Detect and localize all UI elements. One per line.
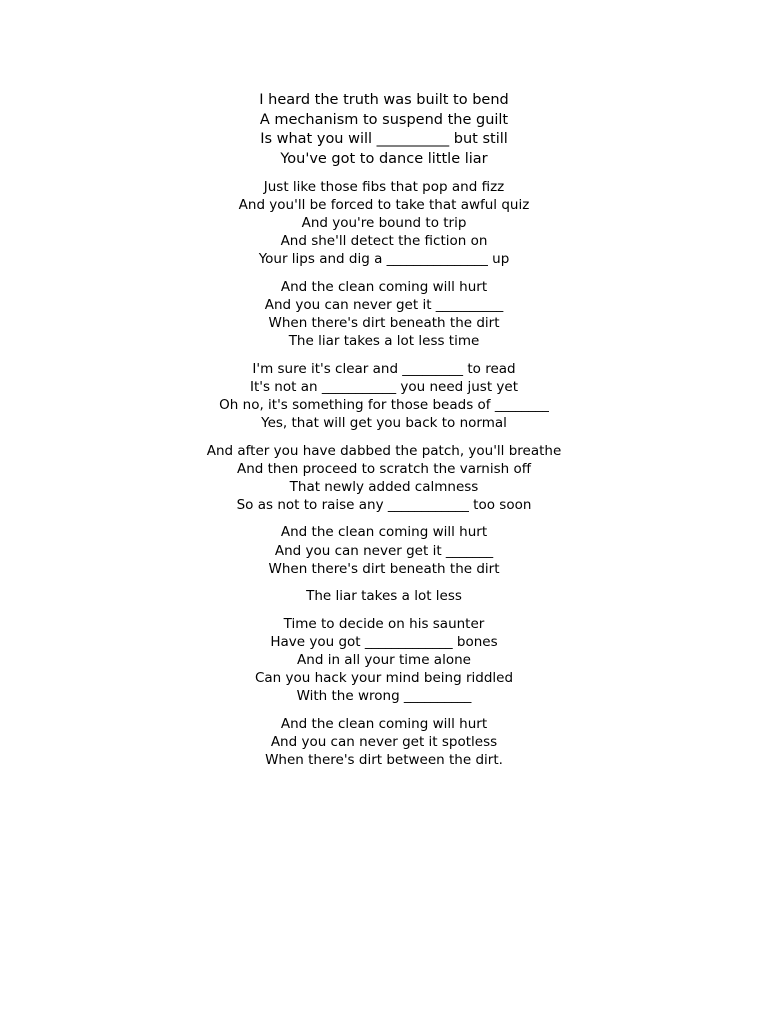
lyric-line: And you can never get it spotless	[270, 733, 498, 750]
lyric-line: And you can never get it _______	[274, 542, 494, 559]
stanza-8	[0, 615, 768, 705]
lyric-line: Oh no, it's something for those beads of ________	[219, 396, 549, 413]
lyric-line: When there's dirt beneath the dirt	[268, 314, 500, 331]
lyric-line: And in all your time alone	[297, 651, 471, 668]
lyric-line: You've got to dance little liar	[280, 151, 488, 168]
lyric-line: I heard the truth was built to bend	[259, 92, 509, 108]
stanza-3	[0, 278, 768, 350]
lyric-line: And she'll detect the fiction on	[280, 233, 488, 250]
lyric-line: The liar takes a lot less	[306, 588, 462, 605]
lyric-line: And you're bound to trip	[301, 215, 467, 231]
stanza-2	[0, 178, 768, 268]
lyric-line: Is what you will __________ but still	[260, 131, 508, 148]
lyric-line: Yes, that will get you back to normal	[261, 414, 507, 431]
lyric-line: It's not an ___________ you need just yet	[249, 378, 518, 395]
lyric-line: And after you have dabbed the patch, you'll breathe	[206, 442, 562, 459]
stanza-6	[0, 523, 768, 577]
lyric-line: Have you got _____________ bones	[270, 633, 498, 650]
lyric-line: And you can never get it __________	[264, 296, 504, 313]
stanza-9	[0, 715, 768, 769]
lyric-line: Can you hack your mind being riddled	[254, 670, 514, 687]
stanza-7	[0, 587, 768, 605]
lyric-line: Just like those fibs that pop and fizz	[263, 178, 505, 195]
lyric-line: I'm sure it's clear and _________ to read	[252, 360, 516, 377]
lyric-line: So as not to raise any ____________ too soon	[236, 496, 532, 513]
lyric-line: And the clean coming will hurt	[280, 524, 488, 541]
lyric-line: And the clean coming will hurt	[280, 715, 488, 732]
lyric-line: When there's dirt beneath the dirt	[268, 560, 500, 577]
lyric-line: The liar takes a lot less time	[288, 333, 480, 350]
stanza-1	[0, 91, 768, 170]
lyric-line: And the clean coming will hurt	[280, 278, 488, 295]
stanza-5	[0, 442, 768, 514]
lyric-line: And then proceed to scratch the varnish off	[236, 460, 532, 477]
lyric-line: That newly added calmness	[289, 478, 479, 495]
lyrics-body	[0, 91, 768, 779]
stanza-4	[0, 360, 768, 432]
lyric-line: When there's dirt between the dirt.	[265, 751, 503, 768]
lyric-line: And you'll be forced to take that awful quiz	[238, 196, 530, 213]
lyric-line: Time to decide on his saunter	[283, 615, 485, 632]
lyric-line: With the wrong __________	[296, 688, 472, 705]
lyric-line: Your lips and dig a _______________ up	[258, 251, 510, 268]
lyric-line: A mechanism to suspend the guilt	[259, 111, 509, 128]
